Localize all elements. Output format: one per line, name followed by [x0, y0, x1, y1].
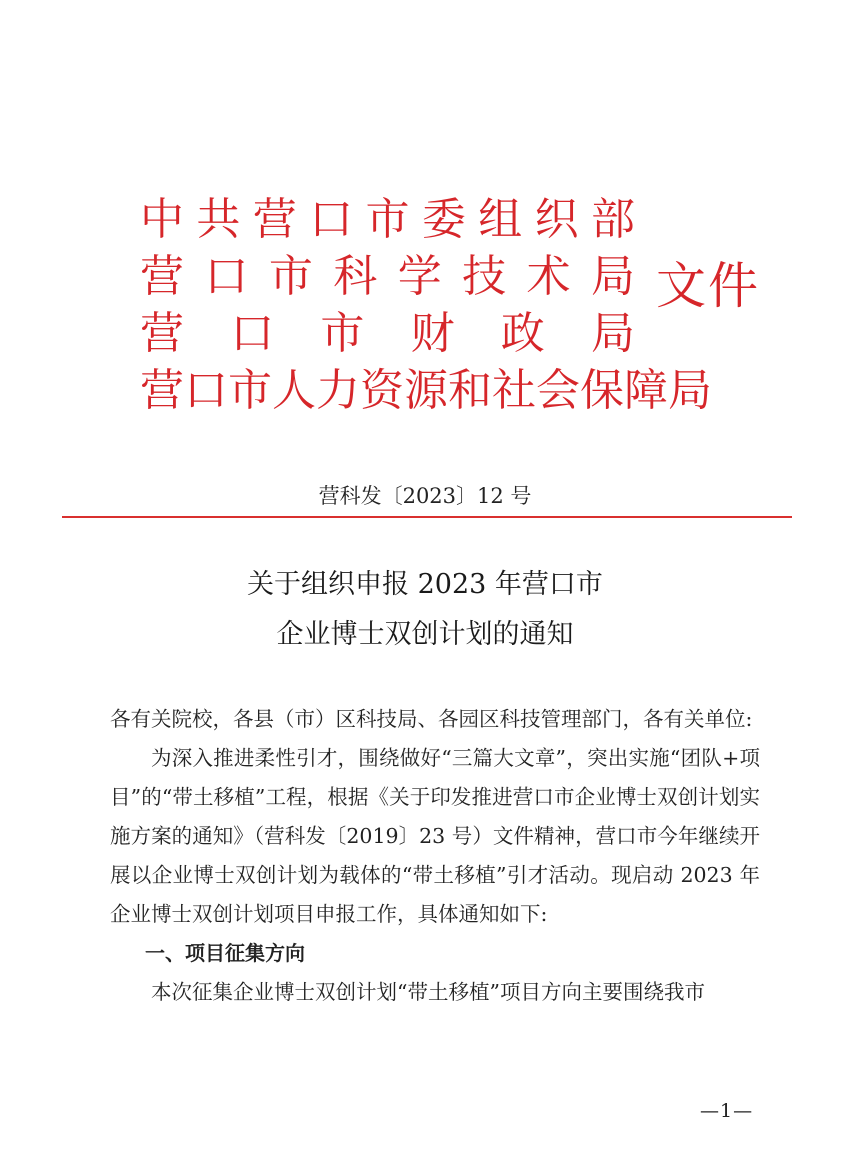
title-line-1: 关于组织申报 2023 年营口市: [247, 569, 603, 600]
issuer-line-3: [140, 306, 635, 363]
issuer-char: 会: [536, 365, 580, 416]
issuer-char: 口: [230, 308, 275, 359]
issuer-char: 营: [140, 308, 184, 359]
issuer-char: 局: [590, 251, 635, 302]
issuer-line-2: [140, 249, 635, 306]
issuer-char: 社: [492, 365, 536, 416]
issuer-line-1: [140, 192, 635, 249]
issuer-char: 口: [204, 251, 249, 302]
issuer-char: 科: [333, 251, 378, 302]
document-title: [0, 560, 850, 660]
issuer-line-4: [140, 363, 712, 420]
document-body: [110, 700, 760, 1012]
issuer-char: 源: [404, 365, 448, 416]
issuer-char: 部: [591, 194, 635, 245]
issuer-char: 市: [320, 308, 365, 359]
document-number: 营科发〔2023〕12 号: [318, 484, 532, 508]
body-paragraph: 本次征集企业博士双创计划“带土移植”项目方向主要围绕我市: [151, 980, 705, 1004]
issuer-char: 政: [500, 308, 545, 359]
issuer-char: 口: [184, 365, 228, 416]
issuer-char: 人: [272, 365, 316, 416]
page-number: —1—: [700, 1100, 754, 1122]
body-paragraph: 为深入推进柔性引才，围绕做好“三篇大文章”，突出实施“团队+项目”的“带土移植”工程，根据《关于印发推进营口市企业博士双创计划实施方案的通知》（营科发〔2019〕23 号）文件精神，营口市今年继续开展以企业博士双创计划为载体的“带土移植”引才活动。现启动 2023 年企业博士双创计划项目申报工作，具体通知如下:: [110, 746, 760, 926]
issuer-char: 市: [268, 251, 313, 302]
issuer-char: 口: [309, 194, 354, 245]
issuer-char: 营: [252, 194, 297, 245]
issuer-char: 障: [624, 365, 668, 416]
issuer-char: 术: [526, 251, 571, 302]
document-type-label: 文件: [656, 257, 760, 315]
issuer-char: 营: [140, 251, 184, 302]
section-heading: 一、项目征集方向: [145, 941, 305, 965]
issuer-char: 织: [534, 194, 579, 245]
addressee: 各有关院校，各县（市）区科技局、各园区科技管理部门，各有关单位:: [110, 707, 753, 731]
issuer-char: 中: [140, 194, 184, 245]
issuer-char: 市: [228, 365, 272, 416]
issuer-char: 市: [365, 194, 410, 245]
issuer-char: 组: [478, 194, 523, 245]
issuer-char: 共: [196, 194, 241, 245]
issuer-char: 委: [421, 194, 466, 245]
issuer-char: 财: [410, 308, 455, 359]
issuer-char: 保: [580, 365, 624, 416]
issuer-char: 局: [668, 365, 712, 416]
red-divider-line: [62, 516, 792, 518]
issuer-char: 营: [140, 365, 184, 416]
issuer-char: 资: [360, 365, 404, 416]
issuer-char: 局: [590, 308, 635, 359]
title-line-2: 企业博士双创计划的通知: [276, 619, 574, 650]
issuer-char: 学: [397, 251, 442, 302]
issuer-char: 力: [316, 365, 360, 416]
issuer-char: 技: [462, 251, 507, 302]
issuer-char: 和: [448, 365, 492, 416]
